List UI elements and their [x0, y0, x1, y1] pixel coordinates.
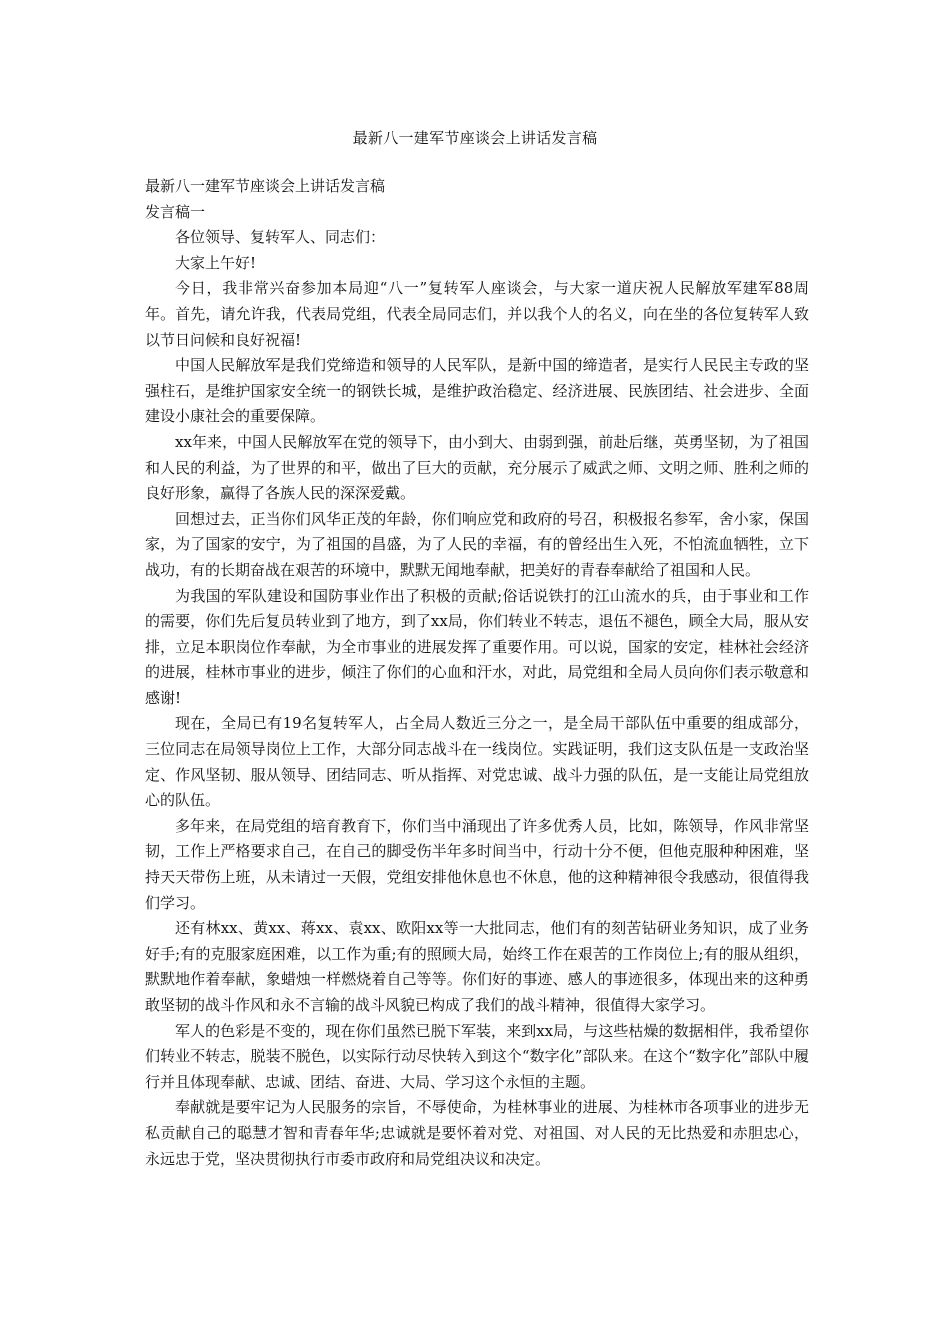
paragraph: 为我国的军队建设和国防事业作出了积极的贡献;俗话说铁打的江山流水的兵，由于事业和工作的需要，你们先后复员转业到了地方，到了xx局，你们转业不转志，退伍不褪色，顾全大局，服从安排，立足本职岗位作奉献，为全市事业的进展发挥了重要作用。可以说，国家的安定，桂林社会经济的进展，桂林市事业的进步，倾注了你们的心血和汗水，对此，局党组和全局人员向你们表示敬意和感谢! [145, 586, 809, 707]
document-body [145, 174, 809, 1172]
paragraph: xx年来，中国人民解放军在党的领导下，由小到大、由弱到强，前赴后继，英勇坚韧，为了祖国和人民的利益，为了世界的和平，做出了巨大的贡献，充分展示了威武之师、文明之师、胜利之师的良好形象，赢得了各族人民的深深爱戴。 [145, 432, 809, 503]
paragraph: 中国人民解放军是我们党缔造和领导的人民军队，是新中国的缔造者，是实行人民民主专政的坚强柱石，是维护国家安全统一的钢铁长城，是维护政治稳定、经济进展、民族团结、社会进步、全面建设小康社会的重要保障。 [145, 356, 809, 426]
paragraph: 军人的色彩是不变的，现在你们虽然已脱下军装，来到xx局，与这些枯燥的数据相伴，我希望你们转业不转志，脱装不脱色，以实际行动尽快转入到这个“数字化”部队来。在这个“数字化”部队中履行并且体现奉献、忠诚、团结、奋进、大局、学习这个永恒的主题。 [145, 1021, 809, 1091]
document-title: 最新八一建军节座谈会上讲话发言稿 [352, 129, 598, 147]
paragraph: 多年来，在局党组的培育教育下，你们当中涌现出了许多优秀人员，比如，陈领导，作风非常坚韧，工作上严格要求自己，在自己的脚受伤半年多时间当中，行动十分不便，但他克服种种困难，坚持天天带伤上班，从未请过一天假，党组安排他休息也不休息，他的这种精神很令我感动，很值得我们学习。 [145, 816, 809, 912]
paragraph-salutation: 各位领导、复转军人、同志们： [175, 228, 386, 247]
paragraph: 回想过去，正当你们风华正茂的年龄，你们响应党和政府的号召，积极报名参军，舍小家，保国家，为了国家的安宁，为了祖国的昌盛，为了人民的幸福，有的曾经出生入死，不怕流血牺牲，立下战功，有的长期奋战在艰苦的环境中，默默无闻地奉献，把美好的青春奉献给了祖国和人民。 [145, 509, 809, 579]
document-subtitle: 最新八一建军节座谈会上讲话发言稿 [145, 177, 386, 195]
paragraph: 还有林xx、黄xx、蒋xx、袁xx、欧阳xx等一大批同志，他们有的刻苦钻研业务知识，成了业务好手;有的克服家庭困难，以工作为重;有的照顾大局，始终工作在艰苦的工作岗位上;有的服从组织，默默地作着奉献，象蜡烛一样燃烧着自己等等。你们好的事迹、感人的事迹很多，体现出来的这种勇敢坚韧的战斗作风和永不言输的战斗风貌已构成了我们的战斗精神，很值得大家学习。 [145, 919, 809, 1014]
section-label: 发言稿一 [145, 202, 206, 221]
paragraph-greeting: 大家上午好! [175, 253, 257, 272]
paragraph: 今日，我非常兴奋参加本局迎“八一”复转军人座谈会，与大家一道庆祝人民解放军建军88周年。首先，请允许我，代表局党组，代表全局同志们，并以我个人的名义，向在坐的各位复转军人致以节日问候和良好祝福! [145, 279, 809, 349]
paragraph: 现在，全局已有19名复转军人，占全局人数近三分之一，是全局干部队伍中重要的组成部分，三位同志在局领导岗位上工作，大部分同志战斗在一线岗位。实践证明，我们这支队伍是一支政治坚定、作风坚韧、服从领导、团结同志、听从指挥、对党忠诚、战斗力强的队伍，是一支能让局党组放心的队伍。 [145, 714, 809, 810]
paragraph: 奉献就是要牢记为人民服务的宗旨，不辱使命，为桂林事业的进展、为桂林市各项事业的进步无私贡献自己的聪慧才智和青春年华;忠诚就是要怀着对党、对祖国、对人民的无比热爱和赤胆忠心，永远忠于党，坚决贯彻执行市委市政府和局党组决议和决定。 [145, 1098, 809, 1168]
